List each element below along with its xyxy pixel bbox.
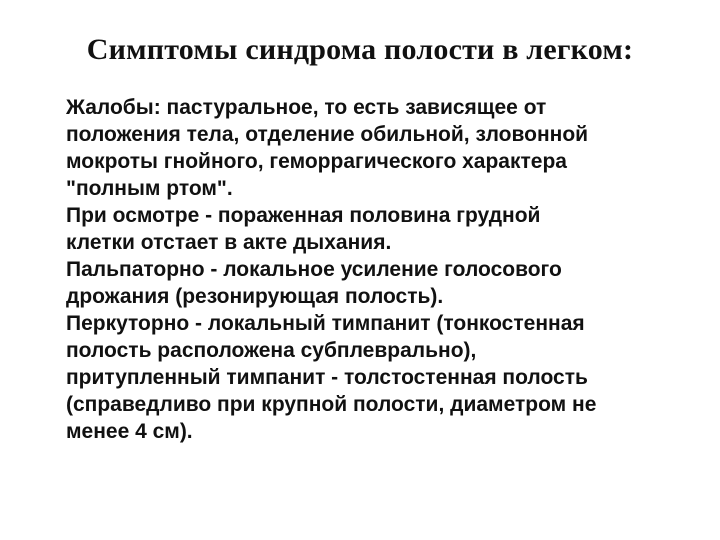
slide-title: Симптомы синдрома полости в легком: — [86, 33, 634, 66]
text-line: дрожания (резонирующая полость). — [66, 285, 444, 308]
text-line: Пальпаторно - локальное усиление голосового — [66, 258, 562, 281]
text-line: менее 4 см). — [66, 420, 193, 443]
slide-body — [66, 94, 706, 445]
text-line: клетки отстает в акте дыхания. — [66, 231, 392, 254]
paragraph-palpation — [66, 256, 706, 310]
paragraph-inspection — [66, 202, 706, 256]
text-line: положения тела, отделение обильной, зловонной — [66, 123, 589, 146]
paragraph-complaints — [66, 94, 706, 202]
text-line: (справедливо при крупной полости, диаметром не — [66, 393, 597, 416]
paragraph-percussion — [66, 310, 706, 445]
text-line: Жалобы: пастуральное, то есть зависящее от — [66, 96, 547, 119]
text-line: мокроты гнойного, геморрагического характера — [66, 150, 567, 173]
text-line: полость расположена субплеврально), — [66, 339, 477, 362]
text-line: Перкуторно - локальный тимпанит (тонкостенная — [66, 312, 585, 335]
text-line: "полным ртом". — [66, 177, 233, 200]
text-line: притупленный тимпанит - толстостенная полость — [66, 366, 588, 389]
text-line: При осмотре - пораженная половина грудной — [66, 204, 541, 227]
